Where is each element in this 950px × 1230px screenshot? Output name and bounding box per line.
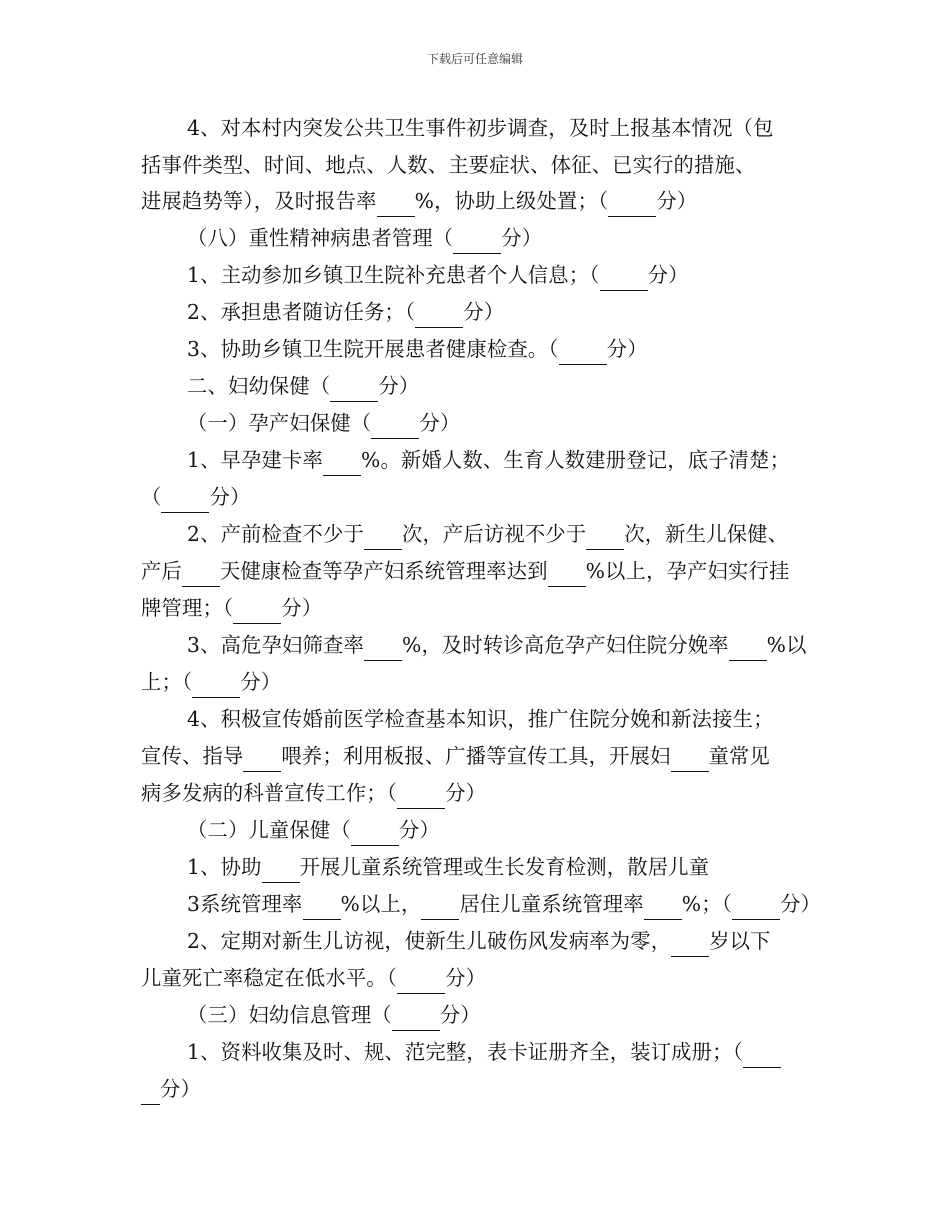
text-segment: 儿童死亡率稳定在低水平。（ — [141, 966, 398, 990]
fill-in-blank — [330, 371, 378, 402]
text-segment: 产后 — [141, 559, 182, 583]
text-line — [187, 852, 950, 882]
text-segment: 分） — [445, 781, 487, 805]
fill-in-blank — [303, 889, 341, 920]
text-line — [141, 963, 950, 993]
text-segment: 次，产后访视不少于 — [401, 522, 587, 546]
text-segment: 岁以下 — [709, 929, 771, 953]
text-segment: 3系统管理率 — [187, 892, 303, 916]
text-segment: 童常见 — [708, 744, 771, 768]
text-segment: %，协助上级处置；（ — [414, 189, 609, 213]
text-line — [141, 1074, 950, 1104]
text-segment: %，及时转诊高危孕产妇住院分娩率 — [401, 633, 729, 657]
text-line — [187, 445, 950, 475]
text-segment: %以上，孕产妇实行挂 — [585, 559, 790, 583]
text-line — [141, 741, 950, 771]
text-line — [187, 334, 950, 364]
text-line — [187, 1037, 950, 1067]
text-segment: 1、早孕建卡率 — [187, 448, 323, 472]
text-segment: 喂养；利用板报、广播等宣传工具，开展妇 — [281, 744, 671, 768]
fill-in-blank — [397, 963, 445, 994]
fill-in-blank — [559, 334, 607, 365]
text-segment: 分） — [647, 263, 689, 287]
text-segment: 分） — [463, 300, 505, 324]
text-segment: 分） — [240, 670, 282, 694]
page-header: 下载后可任意编辑 — [426, 52, 523, 66]
text-segment: 分） — [398, 818, 440, 842]
fill-in-blank — [262, 852, 300, 883]
text-line — [141, 150, 950, 180]
fill-in-blank — [141, 1074, 160, 1105]
fill-in-blank — [548, 556, 586, 587]
text-line — [187, 113, 950, 143]
text-line — [187, 815, 950, 845]
fill-in-blank — [192, 667, 240, 698]
fill-in-blank — [743, 1037, 781, 1068]
text-segment: 1、主动参加乡镇卫生院补充患者个人信息；（ — [187, 263, 600, 287]
fill-in-blank — [351, 815, 399, 846]
fill-in-blank — [392, 1000, 440, 1031]
text-line — [187, 519, 950, 549]
text-segment: %以 — [766, 633, 807, 657]
fill-in-blank — [586, 519, 624, 550]
text-segment: 次，新生儿保健、 — [624, 522, 789, 546]
fill-in-blank — [600, 260, 648, 291]
text-line — [141, 482, 950, 512]
fill-in-blank — [397, 778, 445, 809]
fill-in-blank — [644, 889, 682, 920]
text-segment: 3、协助乡镇卫生院开展患者健康检查。（ — [187, 337, 559, 361]
text-segment: 分） — [419, 411, 461, 435]
text-line — [187, 889, 950, 919]
fill-in-blank — [415, 297, 463, 328]
text-segment: 4、对本村内突发公共卫生事件初步调查，及时上报基本情况（包 — [187, 116, 774, 140]
text-line — [141, 593, 950, 623]
text-line — [187, 297, 950, 327]
text-line — [187, 1000, 950, 1030]
text-segment: %。新婚人数、生育人数建册登记，底子清楚； — [361, 448, 791, 472]
text-segment: %以上， — [340, 892, 422, 916]
text-segment: 2、定期对新生儿访视，使新生儿破伤风发病率为零， — [187, 929, 672, 953]
text-line — [141, 556, 950, 586]
text-line — [141, 186, 950, 216]
text-segment: %；（ — [681, 892, 733, 916]
text-segment: 分） — [780, 892, 822, 916]
text-segment: 4、积极宣传婚前医学检查基本知识，推广住院分娩和新法接生； — [187, 707, 774, 731]
text-line — [187, 926, 950, 956]
text-segment: 1、协助 — [187, 855, 262, 879]
fill-in-blank — [323, 445, 361, 476]
fill-in-blank — [729, 630, 767, 661]
text-line — [141, 778, 950, 808]
text-segment: （八）重性精神病患者管理（ — [187, 226, 454, 250]
text-segment: 天健康检查等孕产妇系统管理率达到 — [219, 559, 548, 583]
text-segment: 进展趋势等），及时报告率 — [141, 189, 377, 213]
text-line — [187, 223, 950, 253]
fill-in-blank — [421, 889, 459, 920]
text-segment: 分） — [378, 374, 420, 398]
text-line — [187, 704, 950, 734]
text-segment: 宣传、指导 — [141, 744, 244, 768]
text-line — [141, 667, 950, 697]
fill-in-blank — [377, 186, 415, 217]
text-segment: 括事件类型、时间、地点、人数、主要症状、体征、已实行的措施、 — [141, 153, 756, 177]
text-line — [187, 371, 950, 401]
text-segment: 分） — [281, 596, 323, 620]
fill-in-blank — [453, 223, 501, 254]
text-segment: 分） — [445, 966, 487, 990]
text-segment: 分） — [606, 337, 648, 361]
fill-in-blank — [732, 889, 780, 920]
text-segment: （ — [141, 485, 162, 509]
text-segment: 1、资料收集及时、规、范完整，表卡证册齐全，装订成册；（ — [187, 1040, 743, 1064]
text-segment: 分） — [439, 1003, 481, 1027]
text-segment: 分） — [209, 485, 251, 509]
text-line — [187, 260, 950, 290]
text-segment: 二、妇幼保健（ — [187, 374, 331, 398]
fill-in-blank — [161, 482, 209, 513]
fill-in-blank — [233, 593, 281, 624]
fill-in-blank — [671, 741, 709, 772]
fill-in-blank — [608, 186, 656, 217]
text-segment: 2、承担患者随访任务；（ — [187, 300, 416, 324]
text-segment: （一）孕产妇保健（ — [187, 411, 372, 435]
fill-in-blank — [371, 408, 419, 439]
fill-in-blank — [182, 556, 220, 587]
text-segment: 病多发病的科普宣传工作；（ — [141, 781, 398, 805]
text-segment: 3、高危孕妇筛查率 — [187, 633, 364, 657]
text-segment: 分） — [160, 1077, 201, 1101]
text-segment: 分） — [501, 226, 543, 250]
text-segment: 上；（ — [141, 670, 193, 694]
text-segment: 2、产前检查不少于 — [187, 522, 364, 546]
text-segment: （二）儿童保健（ — [187, 818, 351, 842]
fill-in-blank — [243, 741, 281, 772]
text-segment: 牌管理；（ — [141, 596, 234, 620]
fill-in-blank — [364, 519, 402, 550]
text-segment: 开展儿童系统管理或生长发育检测，散居儿童 — [299, 855, 710, 879]
text-segment: 分） — [656, 189, 698, 213]
text-line — [187, 630, 950, 660]
text-segment: （三）妇幼信息管理（ — [187, 1003, 392, 1027]
fill-in-blank — [671, 926, 709, 957]
text-segment: 居住儿童系统管理率 — [459, 892, 644, 916]
fill-in-blank — [364, 630, 402, 661]
text-line — [187, 408, 950, 438]
